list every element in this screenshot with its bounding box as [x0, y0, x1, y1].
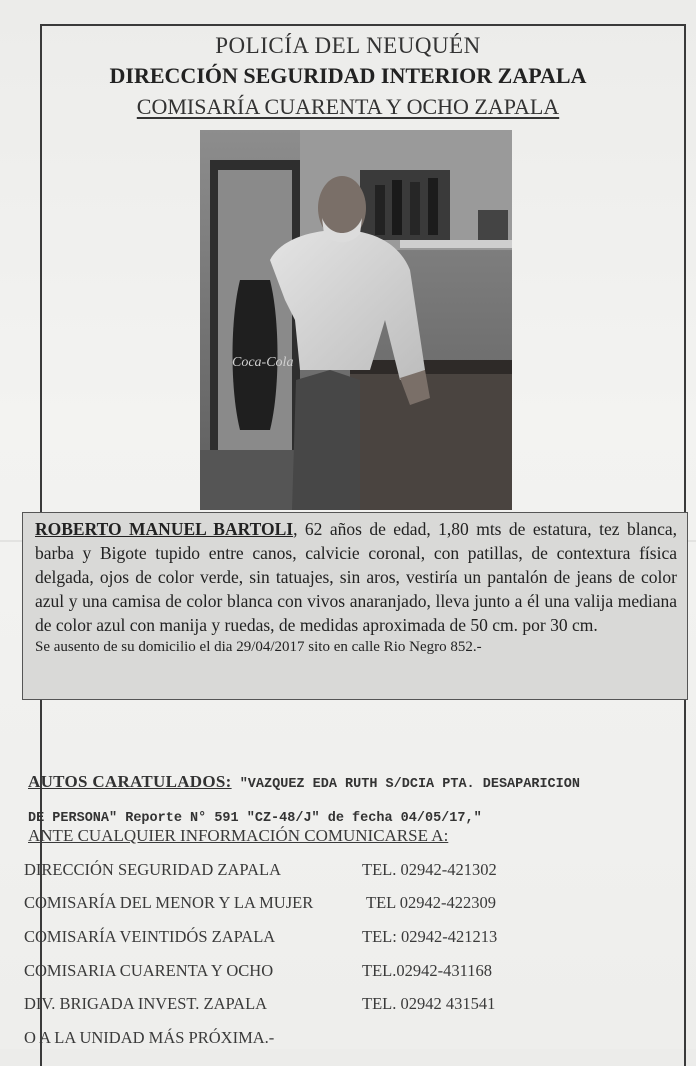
- contact-name: COMISARÍA DEL MENOR Y LA MUJER: [24, 893, 314, 912]
- contact-name: COMISARÍA VEINTIDÓS ZAPALA: [24, 927, 276, 946]
- contact-phone: TEL: 02942-421213: [362, 927, 498, 946]
- case-caption-line1: "VAZQUEZ EDA RUTH S/DCIA PTA. DESAPARICION: [231, 777, 580, 792]
- contact-row: [24, 961, 492, 981]
- header-police: POLICÍA DEL NEUQUÉN: [215, 33, 481, 58]
- disappearance-note: Se ausento de su domicilio el dia 29/04/2017 sito en calle Rio Negro 852.-: [35, 639, 482, 655]
- description-body: , 62 años de edad, 1,80 mts de estatura, tez blanca, barba y Bigote tupido entre canos, calvicie coronal, con patillas, de contextura física delgada, ojos de color verde, sin tatuajes, sin aros, vestiría un pantalón de jeans de color azul y una camisa de color blanca con vivos anaranjado, lleva junto a él una valija mediana de color azul con manija y ruedas, de medidas aproximada de 50 cm. por 30 cm.: [35, 519, 677, 635]
- contact-name: DIRECCIÓN SEGURIDAD ZAPALA: [24, 860, 281, 879]
- case-caption-title: AUTOS CARATULADOS:: [28, 772, 232, 791]
- contact-name: DIV. BRIGADA INVEST. ZAPALA: [24, 994, 268, 1013]
- closing-line: O A LA UNIDAD MÁS PRÓXIMA.-: [24, 1028, 275, 1047]
- person-name: ROBERTO MANUEL BARTOLI: [35, 519, 294, 539]
- coca-cola-sign: Coca-Cola: [232, 355, 294, 370]
- case-caption-line2: DE PERSONA" Reporte N° 591 "CZ-48/J" de fecha 04/05/17,": [28, 811, 482, 826]
- missing-person-photo: [200, 130, 512, 510]
- contact-row: [24, 927, 498, 947]
- header-direction: DIRECCIÓN SEGURIDAD INTERIOR ZAPALA: [109, 63, 587, 88]
- case-caption: [28, 766, 688, 835]
- contact-phone: TEL 02942-422309: [366, 893, 496, 912]
- contact-row: [24, 994, 496, 1014]
- person-description: [35, 517, 677, 637]
- contact-phone: TEL. 02942-421302: [362, 860, 497, 879]
- contact-heading: ANTE CUALQUIER INFORMACIÓN COMUNICARSE A:: [28, 826, 449, 845]
- contact-row: [24, 860, 497, 880]
- header-station: COMISARÍA CUARENTA Y OCHO ZAPALA: [136, 94, 560, 119]
- person-description-box: [22, 512, 688, 700]
- contact-phone: TEL.02942-431168: [362, 961, 492, 980]
- contact-phone: TEL. 02942 431541: [362, 994, 496, 1013]
- contact-row: [24, 893, 496, 913]
- contact-name: COMISARIA CUARENTA Y OCHO: [24, 961, 274, 980]
